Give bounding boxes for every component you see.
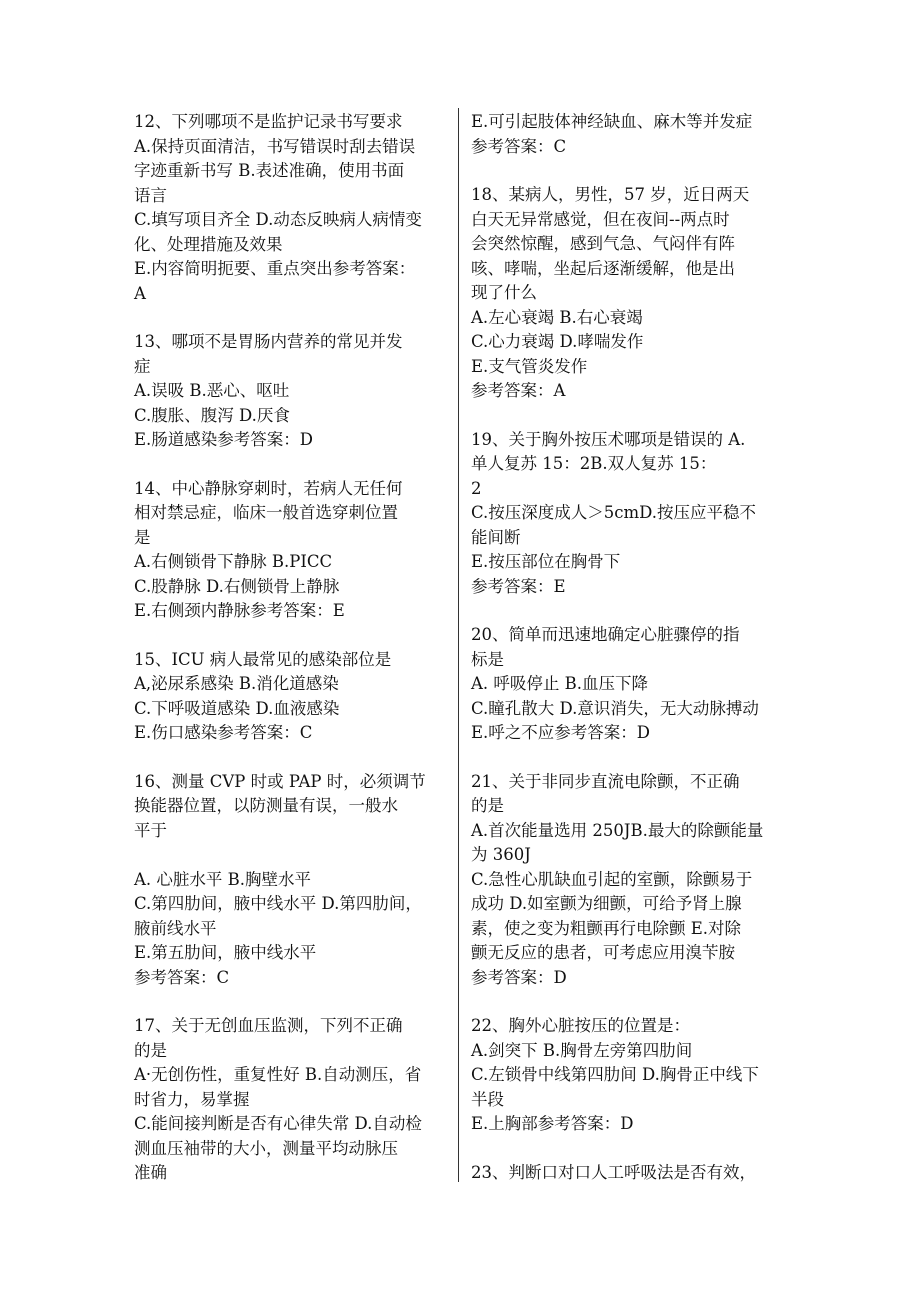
- question-line: E.内容简明扼要、重点突出参考答案：: [134, 259, 416, 278]
- question-line: A: [134, 283, 146, 303]
- question-block: [134, 770, 440, 991]
- question-line: A. 呼吸停止 B.血压下降: [471, 674, 649, 693]
- question-line: A.剑突下 B.胸骨左旁第四肋间: [471, 1040, 693, 1060]
- question-line: 23、判断口对口人工呼吸法是否有效，: [471, 1162, 756, 1182]
- left-column: [134, 110, 440, 1186]
- question-line: 12、下列哪项不是监护记录书写要求: [134, 112, 403, 131]
- question-line: C.按压深度成人＞5cmD.按压应平稳不: [471, 503, 757, 522]
- question-block: [471, 428, 791, 600]
- question-line: 时省力，易掌握: [134, 1089, 250, 1109]
- question-line: C.股静脉 D.右侧锁骨上静脉: [134, 576, 340, 596]
- question-line: C.能间接判断是否有心律失常 D.自动检: [134, 1114, 422, 1133]
- question-line: 13、哪项不是胃肠内营养的常见并发: [134, 332, 403, 351]
- question-block: [134, 648, 440, 746]
- question-line: 会突然惊醒，感到气急、气闷伴有阵: [471, 234, 735, 253]
- question-line: 相对禁忌症，临床一般首选穿刺位置: [134, 503, 398, 522]
- question-line: 参考答案：C: [471, 136, 567, 156]
- question-line: 19、关于胸外按压术哪项是错误的 A.: [471, 429, 746, 449]
- question-line: 现了什么: [471, 283, 537, 302]
- question-line: 为 360J: [471, 845, 531, 864]
- question-line: E.呼之不应参考答案：D: [471, 723, 651, 742]
- question-line: 半段: [471, 1089, 504, 1109]
- question-line: E.支气管炎发作: [471, 356, 588, 376]
- question-line: A.左心衰竭 B.右心衰竭: [471, 307, 643, 327]
- question-block: [471, 770, 791, 991]
- question-block: [471, 110, 791, 159]
- question-line: 腋前线水平: [134, 918, 217, 938]
- question-line: 21、关于非同步直流电除颤，不正确: [471, 771, 740, 791]
- question-line: [134, 843, 440, 868]
- question-line: 能间断: [471, 527, 521, 547]
- question-line: C.急性心肌缺血引起的室颤，除颤易于: [471, 869, 753, 889]
- question-line: C.下呼吸道感染 D.血液感染: [134, 698, 340, 718]
- question-line: E.伤口感染参考答案：C: [134, 723, 313, 742]
- question-line: 症: [134, 356, 151, 376]
- question-line: 平于: [134, 820, 167, 840]
- question-line: 参考答案：A: [471, 381, 566, 400]
- question-line: E.按压部位在胸骨下: [471, 552, 621, 571]
- question-line: A. 心脏水平 B.胸壁水平: [134, 869, 312, 889]
- question-block: [134, 110, 440, 306]
- question-line: 是: [134, 527, 151, 547]
- question-line: A.首次能量选用 250JB.最大的除颤能量: [471, 820, 764, 840]
- question-line: C.腹胀、腹泻 D.厌食: [134, 405, 290, 425]
- question-line: A.右侧锁骨下静脉 B.PICC: [134, 552, 333, 571]
- question-line: 16、测量 CVP 时或 PAP 时，必须调节: [134, 771, 426, 791]
- question-block: [134, 477, 440, 624]
- question-block: [471, 623, 791, 746]
- question-line: C.左锁骨中线第四肋间 D.胸骨正中线下: [471, 1065, 759, 1084]
- question-line: A.误吸 B.恶心、呕吐: [134, 381, 290, 400]
- question-block: [134, 330, 440, 453]
- question-line: C.第四肋间，腋中线水平 D.第四肋间，: [134, 894, 422, 913]
- question-line: 字迹重新书写 B.表述准确，使用书面: [134, 161, 405, 180]
- question-block: [471, 1161, 791, 1186]
- column-divider: [458, 108, 459, 1182]
- question-line: 参考答案：E: [471, 576, 566, 596]
- question-line: 准确: [134, 1163, 167, 1182]
- question-line: 17、关于无创血压监测，下列不正确: [134, 1016, 403, 1035]
- question-line: 15、ICU 病人最常见的感染部位是: [134, 649, 392, 669]
- question-line: A·无创伤性，重复性好 B.自动测压，省: [134, 1065, 422, 1084]
- question-line: 的是: [134, 1040, 167, 1060]
- question-line: 化、处理措施及效果: [134, 234, 283, 254]
- question-line: 参考答案：C: [134, 967, 230, 987]
- question-line: 单人复苏 15：2B.双人复苏 15：: [471, 454, 717, 473]
- question-line: A.保持页面清洁，书写错误时刮去错误: [134, 136, 416, 156]
- question-line: E.肠道感染参考答案：D: [134, 430, 314, 449]
- question-block: [134, 1014, 440, 1186]
- question-line: E.第五肋间，腋中线水平: [134, 943, 317, 962]
- question-line: E.右侧颈内静脉参考答案：E: [134, 601, 345, 620]
- question-block: [471, 183, 791, 404]
- question-line: 颤无反应的患者，可考虑应用溴苄胺: [471, 943, 735, 962]
- question-line: C.填写项目齐全 D.动态反映病人病情变: [134, 210, 422, 229]
- question-line: 标是: [471, 649, 504, 669]
- question-line: 语言: [134, 185, 167, 205]
- question-line: 2: [471, 478, 482, 498]
- question-line: 参考答案：D: [471, 967, 567, 987]
- question-line: 14、中心静脉穿刺时，若病人无任何: [134, 478, 403, 498]
- question-line: E.可引起肢体神经缺血、麻木等并发症: [471, 112, 753, 131]
- question-block: [471, 1014, 791, 1137]
- question-line: 18、某病人，男性，57 岁，近日两天: [471, 185, 750, 204]
- question-line: A,泌尿系感染 B.消化道感染: [134, 674, 339, 693]
- question-line: 的是: [471, 796, 504, 815]
- question-line: 换能器位置，以防测量有误，一般水: [134, 796, 398, 815]
- question-line: 22、胸外心脏按压的位置是：: [471, 1016, 690, 1035]
- question-line: 20、简单而迅速地确定心脏骤停的指: [471, 625, 740, 644]
- right-column: [471, 110, 791, 1185]
- question-line: 咳、哮喘，坐起后逐渐缓解，他是出: [471, 258, 735, 278]
- question-line: C.心力衰竭 D.哮喘发作: [471, 332, 644, 351]
- question-line: 白天无异常感觉，但在夜间--两点时: [471, 209, 730, 229]
- question-line: C.瞳孔散大 D.意识消失，无大动脉搏动: [471, 698, 759, 718]
- question-line: 素，使之变为粗颤再行电除颤 E.对除: [471, 918, 742, 938]
- question-line: 测血压袖带的大小，测量平均动脉压: [134, 1138, 398, 1158]
- question-line: 成功 D.如室颤为细颤，可给予肾上腺: [471, 894, 742, 913]
- question-line: E.上胸部参考答案：D: [471, 1114, 634, 1133]
